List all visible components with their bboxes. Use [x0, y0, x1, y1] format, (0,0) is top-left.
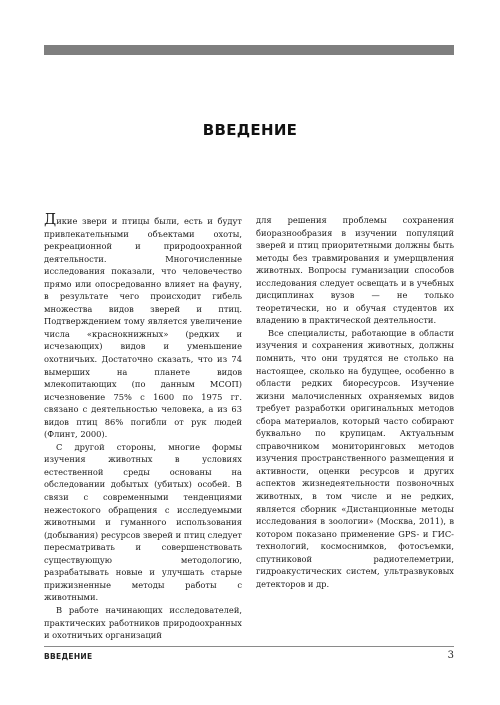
page-number: 3	[447, 650, 454, 661]
header-bar	[44, 45, 454, 55]
running-footer: ВВЕДЕНИЕ	[44, 652, 93, 661]
paragraph: В работе начинающих исследователей, практических работников природоохранных и охотничьих организаций	[44, 604, 242, 641]
paragraph: для решения проблемы сохранения биоразнообразия в изучении популяций зверей и птиц приоритетными должны быть методы без травмирования и умерщвления животных. Вопросы гуманизации способов исследования следует освещать и в учебных дисциплинах вузов — не только теоретически, но и обучая студентов их владению в практической деятельности.	[256, 215, 454, 326]
left-column	[44, 210, 242, 641]
paragraph-text: икие звери и птицы были, есть и будут привлекательными объектами охоты, рекреационной и природоохранной деятельности. Многочисленные исследования показали, что человечество прямо или опосредованно влияет на фауну, в результате чего происходит гибель множества видов зверей и птиц. Подтверждением тому является увеличение числа «краснокнижных» (редких и исчезающих) видов и уменьшение охотничьих. Достаточно сказать, что из 74 вымерших на планете видов млекопитающих (по данным МСОП) исчезновение 75% с 1600 по 1975 гг. связано с деятельностью человека, а из 63 видов птиц 86% погибли от рук людей (Флинт, 2000).	[44, 216, 242, 440]
paragraph	[44, 210, 242, 441]
paragraph: С другой стороны, многие формы изучения животных в условиях естественной среды основаны на обследовании добытых (убитых) особей. В связи с современными тенденциями нежестокого обращения с исследуемыми животными и гуманного использования (добывания) ресурсов зверей и птиц следует пересматривать и совершенствовать существующую методологию, разрабатывать новые и улучшать старые прижизненные методы работы с животными.	[44, 441, 242, 603]
right-column	[256, 214, 454, 624]
body-columns	[44, 210, 454, 641]
drop-cap: Д	[44, 210, 57, 228]
chapter-title: ВВЕДЕНИЕ	[202, 121, 298, 139]
footer-rule	[44, 646, 454, 647]
paragraph: Все специалисты, работающие в области изучения и сохранения животных, должны помнить, что они трудятся не столько на настоящее, сколько на будущее, особенно в области редких биоресурсов. Изучение жизни малочисленных охраняемых видов требует разработки оригинальных методов сбора материалов, который часто собирают буквально по крупицам. Актуальным справочником мониторинговых методов изучения пространственного размещения и активности, оценки ресурсов и других аспектов жизнедеятельности позвоночных животных, в том числе и не редких, является сборник «Дистанционные методы исследования в зоологии» (Москва, 2011), в котором показано применение GPS- и ГИС-технологий, космоснимков, фотосъемки, спутниковой радиотелеметрии, гидроакустических систем, ультразвуковых детекторов и др.	[256, 327, 454, 589]
